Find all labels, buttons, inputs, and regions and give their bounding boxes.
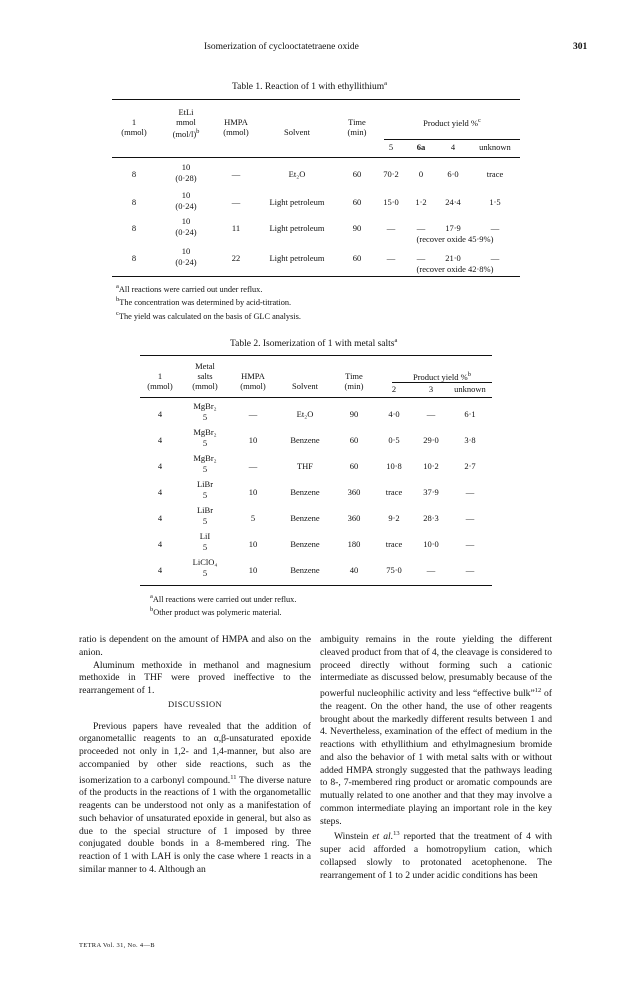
table-row: 8 10 (0·24) 11 Light petroleum 90 — — 17·9 — (recover oxide 45·9%)	[112, 216, 520, 246]
running-title: Isomerization of cyclooctatetraene oxide	[204, 42, 359, 52]
t1-head-yield: Product yield %$^c$	[423, 117, 481, 128]
table1-footnotes	[116, 282, 301, 322]
t1-head-solvent: Solvent	[284, 127, 310, 137]
t1-head-etli: EtLi mmol $(mol/l)^b$	[172, 107, 200, 139]
t2-head-time: Time (min)	[344, 371, 364, 391]
table-row: 4 LiI 5 10 Benzene 180 trace 10·0 —	[157, 531, 475, 552]
journal-footer: TETRA Vol. 31, No. 4—B	[79, 942, 155, 949]
table-row: 8 10 (0·24) 22 Light petroleum 60 — — 21·0 — (recover oxide 42·8%)	[112, 246, 520, 276]
table2-header-rule	[140, 397, 492, 398]
paragraph: ambiguity remains in the route yielding the different cleaved product from that of 4, the cleavage is considered to proceed directly without forming such a cationic intermediate as discussed below, presumably because of the powerful nucleophilic activity and less “effective bulk”$^{12}$ of the reagent. On the other hand, the use of other reagents brought about the markedly different results between 1 and 4. Nevertheless, examination of the effect of medium in the reactions with ethyllithium and ethylmagnesium bromide and also the behavior of 1 with metal salts with or without added HMPA strongly suggested that the pathways leading to 8-, 7-membered ring product or aromatic compounds are mutually related to one another and that they may involve a common intermediate playing an important role in the key steps.	[320, 634, 552, 827]
page-number: 301	[573, 42, 588, 52]
table2-footnotes	[150, 592, 296, 619]
table2-top-rule	[140, 355, 492, 356]
t1-head-hmpa: HMPA (mmol)	[223, 117, 249, 137]
t2-head-unknown: unknown	[454, 384, 486, 394]
table2-header	[140, 358, 492, 396]
t2-head-2: 2	[391, 384, 397, 394]
table-row: 4 LiClO₄ 5 10 Benzene 40 75·0 — —	[157, 557, 475, 578]
table2-caption: Table 2. Isomerization of 1 with metal salts$^a$	[230, 337, 398, 350]
footnote: $^a$All reactions were carried out under reflux.	[116, 283, 263, 294]
t2-head-hmpa: HMPA (mmol)	[240, 371, 266, 391]
table-row: 4 LiBr 5 5 Benzene 360 9·2 28·3 —	[157, 505, 475, 526]
table-row: 4 MgBr₂ 5 — THF 60 10·8 10·2 2·7	[157, 453, 476, 474]
recover-note: (recover oxide 45·9%)	[416, 234, 494, 244]
footnote: $^b$Other product was polymeric material.	[150, 606, 282, 618]
footnote: $^b$The concentration was determined by acid-titration.	[116, 296, 292, 308]
t1-head-5: 5	[388, 142, 394, 152]
paragraph: Previous papers have revealed that the addition of organometallic reagents to an α,β-unsaturated epoxide proceeded not only in 1,2- and 1,4-manner, but also are accompanied by other side reactions, such as the isomerization to a carbonyl compound.$^{11}$ The diverse nature of the products in the reactions of 1 with the organometallic reagents can be understood not only as a manifestation of such behavior of unsaturated epoxide in general, but also as due to the special structure of 1 imposed by three conjugated double bonds in a 8-membered ring. The reaction of 1 with LAH is only the case where 1 reacts in a similar manner to 4. Although an	[79, 720, 311, 875]
t1-head-substrate: 1 (mmol)	[121, 117, 147, 137]
table1-caption: Table 1. Reaction of 1 with ethyllithium$^a$	[232, 80, 387, 93]
table1-header	[112, 103, 520, 155]
t2-head-3: 3	[428, 384, 434, 394]
section-heading: DISCUSSION	[167, 698, 223, 709]
table-row: 8 10 (0·28) — Et₂O 60 70·2 0 6·0 trace	[131, 162, 504, 183]
t1-head-6a: 6a	[416, 142, 426, 152]
t2-head-salt: Metal salts (mmol)	[192, 361, 218, 391]
footnote: $^c$The yield was calculated on the basis of GLC analysis.	[116, 309, 301, 321]
t1-head-time: Time (min)	[347, 117, 367, 137]
t2-head-solvent: Solvent	[292, 381, 318, 391]
recover-note: (recover oxide 42·8%)	[416, 264, 494, 274]
table-row: 4 MgBr₂ 5 10 Benzene 60 0·5 29·0 3·8	[157, 427, 476, 448]
paragraph: ratio is dependent on the amount of HMPA and also on the anion.	[79, 634, 311, 658]
t1-head-4: 4	[450, 142, 456, 152]
paragraph: Winstein et al.$^{13}$ reported that the treatment of 4 with super acid afforded a homotropylium cation, which collapsed slowly to protonated acetophenone. The rearrangement of 1 to 2 under acidic conditions has been	[320, 830, 552, 881]
table2-bottom-rule	[140, 585, 492, 586]
table1-top-rule	[112, 99, 520, 100]
t2-head-substrate: 1 (mmol)	[147, 371, 173, 391]
table1-bottom-rule	[112, 276, 520, 277]
t1-head-unknown: unknown	[479, 142, 511, 152]
table1-header-rule	[112, 157, 520, 158]
table-row: 4 LiBr 5 10 Benzene 360 trace 37·9 —	[157, 479, 475, 500]
paragraph: Aluminum methoxide in methanol and magnesium methoxide in THF were proved ineffective to the rearrangement of 1.	[79, 659, 311, 696]
t2-head-yield: Product yield %$^b$	[412, 371, 472, 382]
right-column	[320, 634, 552, 883]
table-row: 8 10 (0·24) — Light petroleum 60 15·0 1·2 24·4 1·5	[131, 190, 501, 211]
footnote: $^a$All reactions were carried out under reflux.	[150, 593, 297, 604]
left-column	[79, 634, 311, 877]
table-row: 4 MgBr₂ 5 — Et₂O 90 4·0 — 6·1	[157, 401, 476, 422]
